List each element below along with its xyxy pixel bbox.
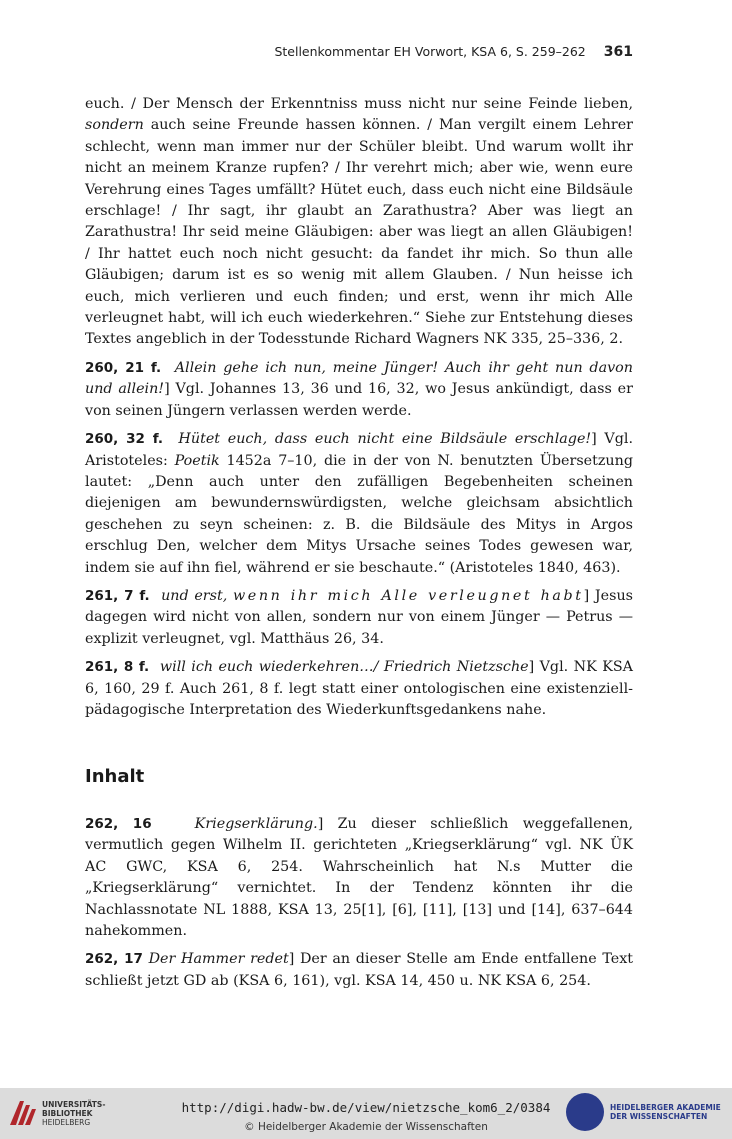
entry-text: 1452a 7–10, die in der von N. benutzten Übersetzung lautet: „Denn auch unter den zufälligen Begebenheiten scheinen diejenigen am bewundernswürdigsten, welche gleichsam absichtlich geschehen zu seyn scheinen: z. B. die Bildsäule des Mitys in Argos erschlug Den, welcher dem Mitys Ursache seines Todes gewesen war, indem sie auf ihn fiel, während er sie beschaute.“ (Aristoteles 1840, 463). <box>85 452 633 576</box>
text-run: auch seine Freunde hassen können. / Man vergilt einem Lehrer schlecht, wenn man immer nur der Schüler bleibt. Und warum wollt ihr nicht an meinem Kranze rupfen? / Ihr verehrt mich; aber wie, wenn eure Verehrung eines Tages umfällt? Hütet euch, dass euch nicht eine Bildsäule erschlage! / Ihr sagt, ihr glaubt an Zarathustra? Aber was liegt an Zarathustra! Ihr seid meine Gläubigen: aber was liegt an allen Gläubigen! / Ihr hattet euch noch nicht gesucht: da fandet ihr mich. So thun alle Gläubigen; darum ist es so wenig mit allem Glauben. / Nun heisse ich euch, mich verlieren und euch finden; und erst, wenn ihr mich Alle verleugnet habt, will ich euch wiederkehren.“ Siehe zur Entstehung dieses Textes angeblich in der Todesstunde Richard Wagners NK 335, 25–336, 2. <box>85 117 633 348</box>
lemma-spaced: wenn ihr mich Alle verleugnet habt <box>232 587 584 604</box>
commentary-entry <box>85 429 633 579</box>
work-title: Poetik <box>174 452 220 469</box>
text-run: euch. / Der Mensch der Erkenntniss muss nicht nur seine Feinde lieben, <box>85 96 633 112</box>
copyright-notice: © Heidelberger Akademie der Wissenschaften <box>244 1121 488 1133</box>
digital-copy-link[interactable]: http://digi.hadw-bw.de/view/nietzsche_kom6_2/0384 <box>181 1100 551 1115</box>
logo-text-line: UNIVERSITÄTS- <box>42 1100 106 1109</box>
running-title: Stellenkommentar EH Vorwort, KSA 6, S. 259–262 <box>274 44 586 59</box>
text-run-italic: sondern <box>85 117 144 134</box>
academy-seal-icon <box>566 1093 604 1131</box>
paragraph-quote-continuation <box>85 94 633 351</box>
lemma: Allein gehe ich nun, meine Jünger! Auch ihr geht nun davon und allein! <box>85 359 633 398</box>
line-reference: 260, 21 f. <box>85 359 162 376</box>
line-reference: 261, 8 f. <box>85 659 150 676</box>
running-header <box>85 44 633 60</box>
commentary-entry <box>85 657 633 721</box>
line-reference: 262, 16 <box>85 816 152 832</box>
entry-text: ] Zu dieser schließlich weggefallenen, vermutlich gegen Wilhelm II. gerichteten „Kriegserklärung“ vgl. NK ÜK AC GWC, KSA 6, 254. Wahrscheinlich hat N.s Mutter die „Kriegserklärung“ vernichtet. In der Tendenz könnten ihr die Nachlassnotate NL 1888, KSA 13, 25[1], [6], [11], [13] und [14], 637–644 nahekommen. <box>85 816 634 940</box>
logo-text-line: HEIDELBERG <box>42 1118 91 1127</box>
entry-text: ] Jesus dagegen wird nicht von allen, sondern nur von einem Jünger — Petrus — explizit verleugnet, vgl. Matthäus 26, 34. <box>85 587 633 647</box>
commentary-entry <box>85 814 633 942</box>
academy-name <box>610 1103 721 1121</box>
commentary-body <box>85 94 633 728</box>
line-reference: 262, 17 <box>85 951 143 968</box>
logo-text-line: BIBLIOTHEK <box>42 1109 93 1118</box>
lemma: will ich euch wiederkehren…/ Friedrich Nietzsche <box>159 659 529 676</box>
page-number: 361 <box>603 44 633 60</box>
commentary-entry <box>85 358 633 422</box>
lemma: Der Hammer redet <box>148 951 289 968</box>
lemma: und erst, <box>161 587 228 604</box>
entry-text: ] Der an dieser Stelle am Ende entfallene Text schließt jetzt GD ab (KSA 6, 161), vgl. KSA 14, 450 u. NK KSA 6, 254. <box>85 951 634 989</box>
section-heading: Inhalt <box>85 766 145 787</box>
logo-text-line: DER WISSENSCHAFTEN <box>610 1112 708 1121</box>
footer-bar <box>0 1088 732 1139</box>
line-reference: 261, 7 f. <box>85 587 150 604</box>
entry-text: ] Vgl. Aristoteles: <box>85 431 634 469</box>
line-reference: 260, 32 f. <box>85 431 164 448</box>
entry-text: ] Vgl. Johannes 13, 36 und 16, 32, wo Jesus ankündigt, dass er von seinen Jüngern verlassen werden werde. <box>85 381 633 419</box>
section-body <box>85 814 633 999</box>
lemma: Kriegserklärung. <box>194 816 318 832</box>
commentary-entry <box>85 586 633 650</box>
logo-text-line: HEIDELBERGER AKADEMIE <box>610 1103 721 1112</box>
commentary-entry <box>85 949 633 992</box>
entry-text: ] Vgl. NK KSA 6, 160, 29 f. Auch 261, 8 f. legt statt einer ontologischen eine existenziell-pädagogische Interpretation des Wiederkunftsgedankens nahe. <box>85 659 633 718</box>
lemma: Hütet euch, dass euch nicht eine Bildsäule erschlage! <box>178 431 592 448</box>
